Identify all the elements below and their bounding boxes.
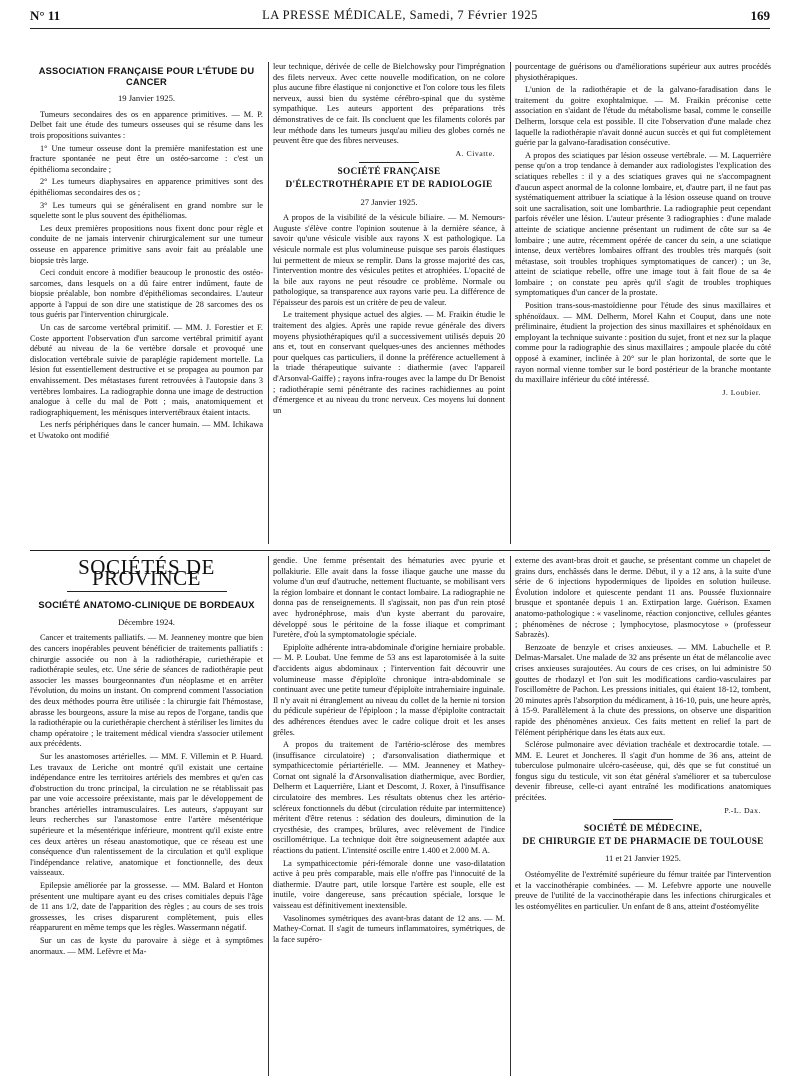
paragraph: L'union de la radiothérapie et de la galvano-faradisation dans le traitement du goitre exophtalmique. — M. Fraikin préconise cette association en s'aidant de l'étude du métabolisme basal, comme le conseille Delherm, lorsque cela est possible. Il cite l'observation d'une malade chez laquelle la radiothérapie n'avait donné aucun succès et qui fut complètement guérie par la galvano-faradisation consécutive. xyxy=(515,85,771,148)
running-header xyxy=(30,6,770,29)
section-title-cancer: ASSOCIATION FRANÇAISE POUR L'ÉTUDE DU CANCER xyxy=(38,66,255,87)
paragraph: Vasolinomes symétriques des avant-bras datant de 12 ans. — M. Mathey-Cornat. Il s'agit de tumeurs inflammatoires, symétriques, de la face supéro- xyxy=(273,913,505,944)
section-title-line1: SOCIÉTÉ FRANÇAISE xyxy=(337,167,441,178)
paragraph: A propos des sciatiques par lésion osseuse vertébrale. — M. Laquerrière pense qu'on a trop tendance à demander aux radiologistes l'explication des sciatiques rebelles : il y a des sciatiques graves qui ne s'accompagnent d'aucun aspect anormal de la colonne lombaire, et, d'autre part, il ne faut pas systématiquement attribuer la sciatique à la lésion osseuse quand on trouve soit une sacralisation, soit une lombarthrie. La radiographie peut cependant parfois révéler une lésion. L'auteur présente 3 radiographies : d'une malade atteinte de sciatique ancienne présentant un rudiment de côte sur sa 4e lombaire ; une autre, récemment opérée de cancer du sein, a une sciatique intense, deux vertèbres lombaires offrant des troubles très marqués (soit métastase, soit troubles trophiques symptomatiques de cancer) ; un 3e, atteint de sciatique rebelle, offre une image tout à fait floue de sa 4e lombaire ; on constate peu après qu'il s'agit de troubles trophiques symptomatiques d'un cancer de la prostate. xyxy=(515,150,771,298)
paragraph: Cancer et traitements palliatifs. — M. Jeanneney montre que bien des cancers inopérables peuvent bénéficier de traitements palliatifs : chirurgie associée ou non à la radiothérapie, curiethérapie et radiothérapie seules, etc. Une série de séances de radiothérapie peut associer les masses bourgeonnantes d'un néoplasme et en arrêter l'évolution, du moins un instant. On comprend comment l'association des deux méthodes pourra être utilisée : la chirurgie fait l'hémostase, abrasse les bourgeons, assure la mise au repos de l'organe, tandis que la radiothérapie ou la curiethérapie cherchent à stériliser les limites du champ opératoire ; le traitement médical viendra s'associer utilement aux précédents. xyxy=(30,633,263,749)
paragraph: Les deux premières propositions nous fixent donc pour règle et conduite de ne jamais intervenir chirurgicalement sur une tumeur osseuse en apparence primitive sans avoir fait au préalable une biopsie très large. xyxy=(30,223,263,265)
signature: P.-L. Dax. xyxy=(724,805,761,815)
paragraph: Un cas de sarcome vertébral primitif. — MM. J. Forestier et F. Coste apportent l'observation d'un sarcome vertébral primitif ayant débuté au niveau de la 6e vertèbre dorsale et provoqué une dislocation vertébrale suivie de paraplégie rapidement mortelle. La lésion fut essentiellement destructive et se propagea au poumon par envahissement. Des métastases furent retrouvées à l'autopsie dans 3 vertèbres lombaires. La radiographie donna une image de destruction analogue à celle du mal de Pott ; mais, anatomiquement et radiographiquement, les ménisques intervertébraux étaient intacts. xyxy=(30,323,263,417)
paragraph: A propos du traitement de l'artério-sclérose des membres (insuffisance circulatoire) ; d'arsonvalisation diathermique et sympathicectomie périartérielle. — MM. Jeanneney et Mathey-Cornat ont signalé la d'Arsonvalisation diathermique, avec Bordier, Delherm et Laquerrière, Liant et Descomt, J. Roxer, à l'insuffisance circulatoire des membres. Les résultats obtenus chez les artério-scléreux fonctionnels du début (circulation réduite par intermittence) méritent d'être retenus : sédation des douleurs, diminution de la crycsthésie, des crampes, brûlures, avec relèvement de l'indice oscillométrique. La technique doit être soigneusement adaptée aux réactions du patient. L'intensité oscille entre 1.400 et 2.000 M. A. xyxy=(273,740,505,856)
paragraph: 1° Une tumeur osseuse dont la première manifestation est une fracture spontanée ne peut être un ostéo-sarcome : c'est un épithélioma secondaire ; xyxy=(30,143,263,174)
section-title-line1: SOCIÉTÉ DE MÉDECINE, xyxy=(583,824,703,835)
bottom-right-column xyxy=(515,556,771,1076)
separator-rule xyxy=(613,819,673,820)
paragraph: externe des avant-bras droit et gauche, se présentant comme un chapelet de grains durs, enchâssés dans le derme. Début, il y a 12 ans, à la suite d'une série de 6 injections hypodermiques de lipoïdes en solution huileuse. Évolution indolore et quiescente pendant 11 ans. Poussée fluxionnaire brusque et spontanée depuis 1 an. Extirpation large. Guérison. Examen anatomo-pathologique : « vaselinome, réaction conjonctive, cellules géantes ; phénomènes de nécrose ; lymphocytose, plasmocytose » (professeur Sabrazès). xyxy=(515,556,771,640)
paragraph: Benzoate de benzyle et crises anxieuses. — MM. Labuchelle et P. Delmas-Marsalet. Une malade de 32 ans présente un état de mélancolie avec crises anxieuses surajoutées. Au cours de ces crises, on lui administre 50 gouttes de rhodazyl et l'on suit les modifications cardio-vasculaires par l'oscillomètre de Pachon. Les pressions initiales, qui étaient 18-12, tombent, 20 minutes après l'absorption du médicament, à 16-10, puis, une heure après, à 15-9. Parallèlement à la chute des pressions, on observe une disparition rapide des phénomènes anxieux. Ces faits mettent en relief la part de l'élément périphérique dans les états aux eux. xyxy=(515,642,771,737)
paragraph: Sclérose pulmonaire avec déviation trachéale et dextrocardie totale. — MM. E. Leuret et Joncheres. Il s'agit d'un homme de 36 ans, atteint de tuberculose pulmonaire ulcéro-caséeuse, qui, dès que se fut constitué un fongus sigu du testicule, vit son état général s'améliorer et sa tuberculose devenir fibreuse, celle-ci ayant entraîné les modifications anatomiques précitées. xyxy=(515,740,771,803)
journal-title: LA PRESSE MÉDICALE, Samedi, 7 Février 1925 xyxy=(262,8,538,22)
paragraph: gendie. Une femme présentait des hématuries avec pyurie et pollakiurie. Elle avait dans la fosse iliaque gauche une masse du volume d'un œuf d'autruche, nettement fluctuante, se mobilisant vers la région lombaire et donnant le contact lombaire. La radiographie ne donna pas de renseignements. Il s'agissait, non pas d'un rein ptosé avec hydronéphrose, mais d'un kyste aberrant du parovaire, développé sous le péritoine de la fosse iliaque et comprimant l'uretère, d'où la symptomatologie spéciale. xyxy=(273,556,505,640)
paragraph: 3° Les tumeurs qui se généralisent en grand nombre sur le squelette sont le plus souvent des épithéliomas. xyxy=(30,200,263,221)
paragraph: Le traitement physique actuel des algies. — M. Fraikin étudie le traitement des algies. Après une rapide revue générale des divers moyens physiothérapiques qu'il a successivement utilisés depuis 20 ans et, tout en conservant quelques-unes des anciennes méthodes pour quelques cas particuliers, il donne la préférence actuellement à la triade thérapeutique suivante : diathermie (avec l'appareil d'Arsonval-Gaiffe) ; rayons infra-rouges avec la lampe du Dr Benoist ; radiothérapie semi pénétrante des racines rachidiennes au point d'émergence et au niveau du tronc nerveux. Ces moyens lui donnent un xyxy=(273,310,505,415)
paragraph: leur technique, dérivée de celle de Bielchowsky pour l'imprégnation des filets nerveux. Avec cette nouvelle modification, on ne colore plus aucune fibre élastique ni conjonctive et l'on colore tous les filets nerveux, aussi bien du système cérébro-spinal que du système sympathique. Les auteurs apportent des préparations très démonstratives de ce fait. Ils concluent que les filaments colorés par leur méthode dans les tumeurs jusqu'au milieu des globes cornés ne peuvent être que des fibres nerveuses. xyxy=(273,62,505,146)
paragraph: Les nerfs périphériques dans le cancer humain. — MM. Ichikawa et Uwatoko ont modifié xyxy=(30,420,263,440)
top-right-column xyxy=(515,62,771,544)
bottom-middle-column xyxy=(273,556,505,1076)
section-title-line2: D'ÉLECTROTHÉRAPIE ET DE RADIOLOGIE xyxy=(285,179,493,190)
bottom-left-column xyxy=(30,556,263,1076)
issue-number: N° 11 xyxy=(30,8,61,23)
paragraph: Sur les anastomoses artérielles. — MM. F. Villemin et P. Huard. Les travaux de Leriche ont montré qu'il existait une certaine indépendance entre les territoires artériels des membres et qu'en cas d'obstruction du tronc principal, la circulation ne se rétablissait pas par une voie accessoire préexistante, mais par le développement de branches artérielles intramusculaires. Les auteurs, s'appuyant sur leurs recherches sur l'anastomose entre l'artère mésentérique supérieure et la mésentérique inférieure, montrent qu'il existe entre ces deux artères un réseau anastomotique, que ce réseau est une conséquence d'un ralentissement de la circulation et qu'il explique l'indépendance relative, anatomique et fonctionnelle, des deux vaisseaux. xyxy=(30,751,263,878)
column-divider xyxy=(510,556,511,1076)
paragraph: La sympathicectomie péri-fémorale donne une vaso-dilatation active à peu près comparable, mais elle n'offre pas l'innocuité de la diathermie. D'autre part, utile lorsque l'artère est souple, elle est inutile, voire dangereuse, sans précaution spéciale, lorsque le vaisseau est définitivement inextensible. xyxy=(273,858,505,910)
top-left-column xyxy=(30,62,263,544)
separator-rule xyxy=(359,162,419,163)
section-title-bordeaux: SOCIÉTÉ ANATOMO-CLINIQUE DE BORDEAUX xyxy=(38,600,255,611)
column-divider xyxy=(268,556,269,1076)
paragraph: Epiploïte adhérente intra-abdominale d'origine herniaire probable. — M. P. Loubat. Une femme de 53 ans est laparotomisée à la suite d'accidents aigus abdominaux ; l'intervention fait découvrir une volumineuse masse d'épiploïte chronique intra-abdominale se continuant avec une petite tumeur d'épiploïte intraherniaire inguinale. Il n'y avait ni étranglement au niveau du collet de la hernie ni torsion du pédicule supérieur de l'épiploon ; la masse d'épiploïte contractait des adhérences étendues avec le cadre colique droit et les anses grêles. xyxy=(273,642,505,737)
section-title-line2: DE CHIRURGIE ET DE PHARMACIE DE TOULOUSE xyxy=(522,836,764,847)
big-section-heading: SOCIÉTÉS DE PROVINCE xyxy=(78,556,215,590)
signature: A. Civatte. xyxy=(455,148,495,158)
page-number: 169 xyxy=(750,8,770,23)
paragraph: Sur un cas de kyste du parovaire à siège et à symptômes anormaux. — MM. Lefèvre et Ma- xyxy=(30,936,263,956)
top-middle-column xyxy=(273,62,505,544)
horizontal-rule xyxy=(30,550,770,551)
section-date: Décembre 1924. xyxy=(118,616,175,627)
paragraph: pourcentage de guérisons ou d'améliorations supérieur aux autres procédés physiothérapiques. xyxy=(515,62,771,82)
column-divider xyxy=(510,62,511,544)
paragraph: Ceci conduit encore à modifier beaucoup le pronostic des ostéo-sarcomes, dans lesquels on a dû faire entrer indûment, faute de biopsie préalable, bon nombre d'épithéliomas secondaires. L'auteur apporte à l'appui de son dire une statistique de 28 sarcomes des os tous guéris par l'intervention chirurgicale. xyxy=(30,268,263,320)
paragraph: 2° Les tumeurs diaphysaires en apparence primitives sont des épithéliomas secondaires des os ; xyxy=(30,177,263,197)
signature: J. Loubier. xyxy=(722,387,761,397)
column-divider xyxy=(268,62,269,544)
paragraph: Tumeurs secondaires des os en apparence primitives. — M. P. Delbet fait une étude des tumeurs osseuses qui se résume dans les trois propositions suivantes : xyxy=(30,109,263,140)
section-date: 11 et 21 Janvier 1925. xyxy=(605,853,681,864)
paragraph: A propos de la visibilité de la vésicule biliaire. — M. Nemours-Auguste s'élève contre l'opinion soutenue à la dernière séance, à savoir qu'une vésicule visible aux rayons X est pathologique. La vésicule normale est plus volumineuse puisque ses parois élastiques lui permettent de mieux se remplir. Dans la grosse majorité des cas, l'intervention montre des vésicules petites et atrophiées. L'opacité de la bile aux rayons ne peut résoudre ce problème. Normale ou pathologique, sa transparence aux rayons varie peu. La différence de l'épaisseur des parois est un critère de peu de valeur. xyxy=(273,213,505,307)
paragraph: Position trans-sous-mastoïdienne pour l'étude des sinus maxillaires et sphénoïdaux. — MM. Delherm, Morel Kahn et Couput, dans une note préliminaire, étudient la projection des sinus maxillaires et sphénoïdaux en employant la technique suivante : position du sujet, front et nez sur la plaque comme pour la radiographie des sinus maxillaires ; ampoule placée du côté opposé à examiner, inclinée à 20° sur le plan horizontal, de sorte que le rayon normal vienne tomber sur le bord postérieur de la branche montante du maxillaire inférieur du côté intéressé. xyxy=(515,301,771,385)
section-date: 19 Janvier 1925. xyxy=(117,93,176,104)
paragraph: Ostéomyélite de l'extrémité supérieure du fémur traitée par l'intervention et la vaccinothérapie combinées. — M. Lefebvre apporte une nouvelle preuve de l'utilité de la vaccinothérapie dans les infections chirurgicales et les ostéomyélites en particulier. Un enfant de 8 ans, atteint d'ostéomyélite xyxy=(515,870,771,911)
paragraph: Epilepsie améliorée par la grossesse. — MM. Balard et Honton présentent une multipare ayant eu des crises comitiales depuis l'âge de 11 ans 1/2, date de l'apparition des règles ; au cours de ses trois grossesses, les crises disparurent complètement, puis elles réapparurent en même temps que les règles. Wassermann négatif. xyxy=(30,881,263,933)
section-date: 27 Janvier 1925. xyxy=(360,196,418,207)
separator-rule xyxy=(67,591,227,592)
